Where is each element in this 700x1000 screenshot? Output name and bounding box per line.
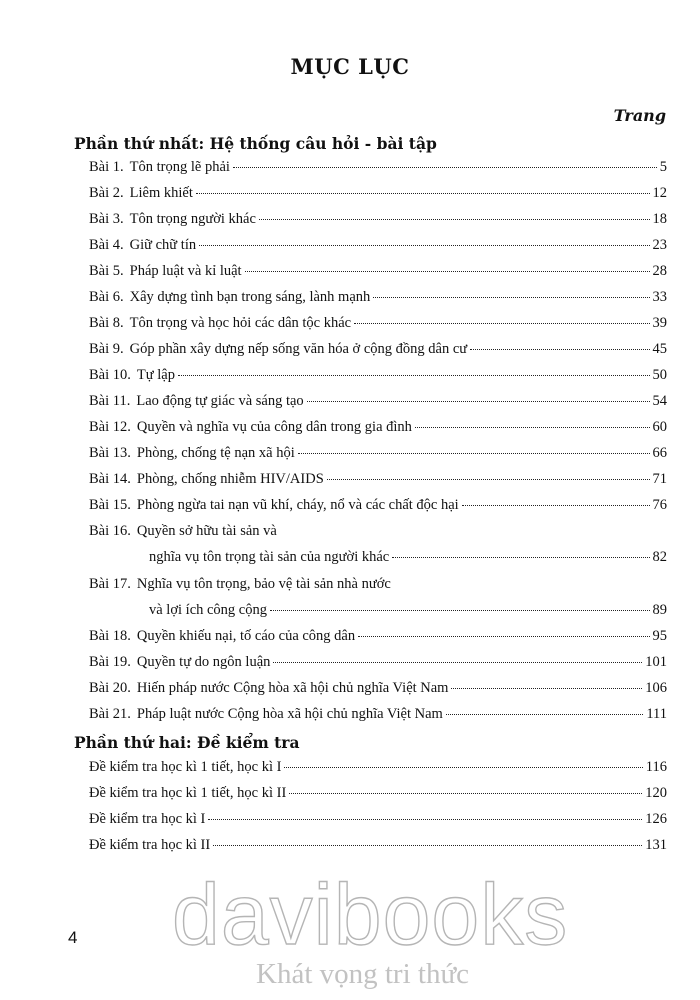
entry-number: Bài 3.: [89, 211, 124, 227]
dot-leader: [208, 818, 642, 820]
entry-page: 111: [646, 706, 667, 722]
section-heading-part-1: Phần thứ nhất: Hệ thống câu hỏi - bài tập: [74, 134, 437, 153]
entry-title: Pháp luật nước Cộng hòa xã hội chủ nghĩa Việt Nam: [136, 706, 443, 722]
entry-title: Tôn trọng lẽ phải: [129, 159, 230, 175]
entry-page: 106: [645, 680, 667, 696]
toc-entry[interactable]: [89, 628, 667, 654]
entry-number: Bài 19.: [89, 654, 131, 670]
entry-title: Giữ chữ tín: [129, 237, 197, 253]
toc-entry[interactable]: [89, 159, 667, 185]
entry-title: Quyền sở hữu tài sản và: [136, 523, 277, 539]
entry-number: Bài 2.: [89, 185, 124, 201]
toc-entry[interactable]: [89, 811, 667, 837]
dot-leader: [245, 270, 650, 272]
entry-page: 45: [652, 341, 667, 357]
entry-title: Phòng ngừa tai nạn vũ khí, cháy, nổ và các chất độc hại: [136, 497, 459, 513]
entry-title: Liêm khiết: [129, 185, 193, 201]
entry-title: Đề kiểm tra học kì 1 tiết, học kì II: [89, 785, 287, 801]
toc-entry[interactable]: [89, 341, 667, 367]
dot-leader: [233, 166, 657, 168]
page-number: 4: [68, 928, 78, 947]
entry-number: Bài 21.: [89, 706, 131, 722]
toc-entry[interactable]: [89, 471, 667, 497]
entry-number: Bài 9.: [89, 341, 124, 357]
entry-title: Pháp luật và kỉ luật: [129, 263, 242, 279]
entry-title: Lao động tự giác và sáng tạo: [136, 393, 304, 409]
toc-entry[interactable]: [89, 654, 667, 680]
entry-page: 33: [652, 289, 667, 305]
entry-page: 131: [645, 837, 667, 853]
entry-page: 71: [652, 471, 667, 487]
toc-entry[interactable]: [89, 367, 667, 393]
entry-number: Bài 5.: [89, 263, 124, 279]
dot-leader: [446, 713, 643, 715]
section-heading-part-2: Phần thứ hai: Đề kiểm tra: [74, 733, 300, 752]
page-title: MỤC LỤC: [290, 54, 410, 79]
entry-title: Phòng, chống nhiễm HIV/AIDS: [136, 471, 324, 487]
dot-leader: [354, 322, 649, 324]
entry-page: 82: [652, 549, 667, 565]
entry-number: Bài 6.: [89, 289, 124, 305]
entry-page: 126: [645, 811, 667, 827]
entry-title: Đề kiểm tra học kì I: [89, 811, 206, 827]
entry-number: Bài 18.: [89, 628, 131, 644]
toc-entry[interactable]: [89, 263, 667, 289]
entry-number: Bài 12.: [89, 419, 131, 435]
entry-page: 50: [652, 367, 667, 383]
toc-entry[interactable]: [89, 576, 667, 602]
entry-number: Bài 15.: [89, 497, 131, 513]
entry-title: Quyền và nghĩa vụ của công dân trong gia đình: [136, 419, 412, 435]
toc-entry[interactable]: [89, 497, 667, 523]
toc-entry[interactable]: [89, 211, 667, 237]
entry-number: Bài 16.: [89, 523, 131, 539]
entry-title: Tôn trọng người khác: [129, 211, 256, 227]
entry-number: Bài 13.: [89, 445, 131, 461]
entry-page: 76: [652, 497, 667, 513]
entry-title: Xây dựng tình bạn trong sáng, lành mạnh: [129, 289, 371, 305]
toc-entry[interactable]: [89, 523, 667, 549]
entry-number: Bài 11.: [89, 393, 131, 409]
dot-leader: [358, 635, 649, 637]
toc-entry[interactable]: [89, 185, 667, 211]
entry-title: Quyền tự do ngôn luận: [136, 654, 271, 670]
entry-page: 54: [652, 393, 667, 409]
dot-leader: [373, 296, 649, 298]
dot-leader: [284, 766, 642, 768]
entry-number: Bài 14.: [89, 471, 131, 487]
dot-leader: [462, 504, 650, 506]
dot-leader: [307, 400, 650, 402]
toc-entry[interactable]: [89, 706, 667, 732]
entry-title: Tôn trọng và học hỏi các dân tộc khác: [129, 315, 352, 331]
entry-number: Bài 17.: [89, 576, 131, 592]
entry-title: Đề kiểm tra học kì II: [89, 837, 211, 853]
entry-page: 18: [652, 211, 667, 227]
entry-page: 89: [652, 602, 667, 618]
toc-entry[interactable]: [89, 785, 667, 811]
toc-entry[interactable]: [89, 315, 667, 341]
entry-page: 12: [652, 185, 667, 201]
toc-entry-continuation[interactable]: [149, 549, 667, 575]
watermark-tagline: Khát vọng tri thức: [256, 958, 470, 990]
dot-leader: [270, 609, 650, 611]
page-column-label: Trang: [613, 106, 666, 125]
dot-leader: [199, 244, 649, 246]
toc-entry[interactable]: [89, 759, 667, 785]
dot-leader: [392, 556, 649, 558]
entry-page: 39: [652, 315, 667, 331]
entry-page: 120: [645, 785, 667, 801]
watermark-logo: davibooks: [172, 867, 569, 963]
entry-number: Bài 1.: [89, 159, 124, 175]
entry-title: Đề kiểm tra học kì 1 tiết, học kì I: [89, 759, 282, 775]
entry-title-continued: nghĩa vụ tôn trọng tài sản của người khác: [149, 549, 390, 565]
entry-number: Bài 20.: [89, 680, 131, 696]
entry-page: 28: [652, 263, 667, 279]
toc-entry[interactable]: [89, 837, 667, 863]
dot-leader: [259, 218, 650, 220]
entry-title: Phòng, chống tệ nạn xã hội: [136, 445, 295, 461]
toc-entry[interactable]: [89, 289, 667, 315]
entry-number: Bài 10.: [89, 367, 131, 383]
entry-page: 23: [652, 237, 667, 253]
dot-leader: [298, 452, 650, 454]
dot-leader: [470, 348, 649, 350]
entry-page: 101: [645, 654, 667, 670]
entry-title: Hiến pháp nước Cộng hòa xã hội chủ nghĩa Việt Nam: [136, 680, 449, 696]
dot-leader: [178, 374, 650, 376]
entry-title-continued: và lợi ích công cộng: [149, 602, 267, 618]
entry-page: 116: [645, 759, 667, 775]
entry-title: Tự lập: [136, 367, 175, 383]
dot-leader: [289, 792, 642, 794]
entry-page: 66: [652, 445, 667, 461]
toc-entry[interactable]: [89, 419, 667, 445]
entry-page: 5: [659, 159, 667, 175]
entry-title: Nghĩa vụ tôn trọng, bảo vệ tài sản nhà nước: [136, 576, 391, 592]
entry-title: Quyền khiếu nại, tố cáo của công dân: [136, 628, 356, 644]
dot-leader: [415, 426, 650, 428]
dot-leader: [451, 687, 642, 689]
toc-entry[interactable]: [89, 237, 667, 263]
entry-page: 60: [652, 419, 667, 435]
entry-number: Bài 8.: [89, 315, 124, 331]
dot-leader: [273, 661, 642, 663]
toc-entry[interactable]: [89, 680, 667, 706]
dot-leader: [196, 192, 650, 194]
toc-entry-continuation[interactable]: [149, 602, 667, 628]
dot-leader: [327, 478, 650, 480]
entry-page: 95: [652, 628, 667, 644]
toc-entry[interactable]: [89, 445, 667, 471]
entry-title: Góp phần xây dựng nếp sống văn hóa ở cộng đồng dân cư: [129, 341, 468, 357]
entry-number: Bài 4.: [89, 237, 124, 253]
dot-leader: [213, 844, 642, 846]
toc-entry[interactable]: [89, 393, 667, 419]
